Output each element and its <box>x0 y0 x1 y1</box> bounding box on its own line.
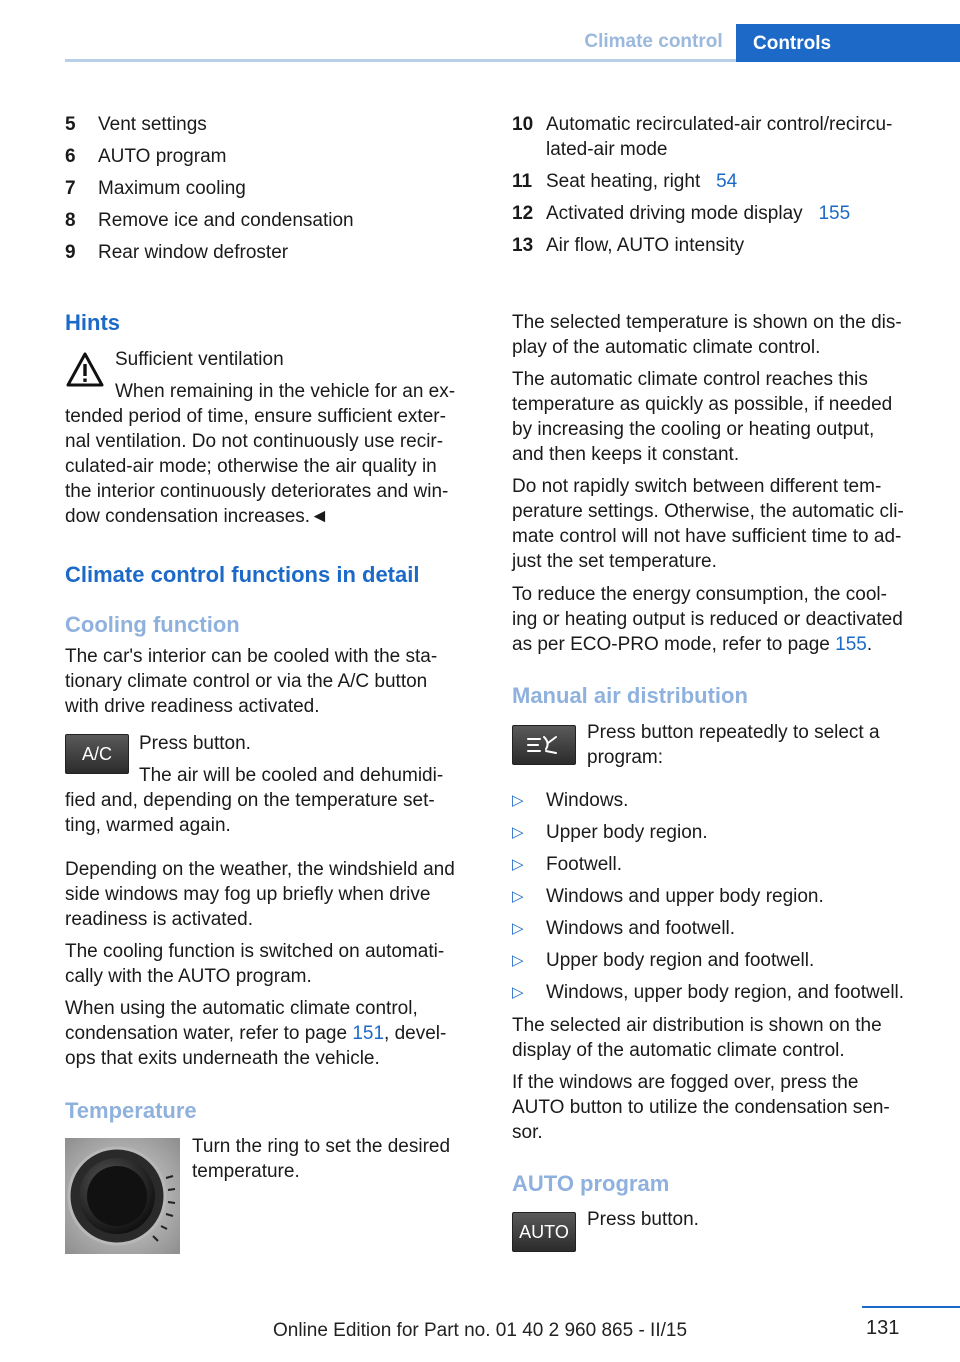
hints-heading: Hints <box>65 310 120 335</box>
legend-item: 7 Maximum cooling <box>65 178 246 199</box>
bullet-icon: ▷ <box>512 952 524 969</box>
temp-paragraph: To reduce the energy consumption, the cool- <box>512 584 887 605</box>
hint-line: tended period of time, ensure sufficient exter- <box>65 406 446 427</box>
footer-edition: Online Edition for Part no. 01 40 2 960 865 - II/15 <box>272 1320 688 1341</box>
temperature-text: temperature. <box>192 1161 300 1182</box>
list-item: ▷ Windows. <box>512 790 629 811</box>
cooling-paragraph: Depending on the weather, the windshield and <box>65 859 455 880</box>
temp-paragraph: The automatic climate control reaches this <box>512 369 868 390</box>
bullet-icon: ▷ <box>512 920 524 937</box>
press-text: Press button. <box>139 733 251 754</box>
temperature-text: Turn the ring to set the desired <box>192 1136 451 1157</box>
cooling-paragraph: When using the automatic climate control, <box>65 998 418 1019</box>
bullet-icon: ▷ <box>512 984 524 1001</box>
legend-item: 13 Air flow, AUTO intensity <box>512 235 745 256</box>
list-item: ▷ Windows and upper body region. <box>512 886 824 907</box>
manual-heading: Manual air distribution <box>512 683 748 708</box>
bullet-icon: ▷ <box>512 792 524 809</box>
warning-icon <box>65 350 105 390</box>
cooling-paragraph: The cooling function is switched on automati- <box>65 941 445 962</box>
temp-paragraph: ing or heating output is reduced or deactivated <box>512 609 903 630</box>
bullet-icon: ▷ <box>512 888 524 905</box>
manual-text: Press button repeatedly to select a <box>587 722 880 743</box>
legend-item: 8 Remove ice and condensation <box>65 210 354 231</box>
hint-line: nal ventilation. Do not continuously use recir- <box>65 431 444 452</box>
manual-paragraph: If the windows are fogged over, press the <box>512 1072 859 1093</box>
temp-paragraph: The selected temperature is shown on the dis- <box>512 312 902 333</box>
legend-item: 12 Activated driving mode display 155 <box>512 203 851 224</box>
hint-line: the interior continuously deteriorates and win- <box>65 481 449 502</box>
header-chapter: Controls <box>736 24 960 62</box>
list-item: ▷ Footwell. <box>512 854 623 875</box>
bullet-icon: ▷ <box>512 856 524 873</box>
legend-item: 10 Automatic recirculated-air control/recircu- lated-air mode <box>512 114 893 160</box>
temp-paragraph: Do not rapidly switch between different tem- <box>512 476 882 497</box>
hint-line: When remaining in the vehicle for an ex- <box>115 381 456 402</box>
temp-paragraph: by increasing the cooling or heating output, <box>512 419 875 440</box>
hint-line: dow condensation increases.◄ <box>65 506 329 527</box>
legend-item: 6 AUTO program <box>65 146 227 167</box>
cooling-result: fied and, depending on the temperature set- <box>65 790 435 811</box>
list-item: ▷ Upper body region and footwell. <box>512 950 815 971</box>
temp-paragraph: as per ECO-PRO mode, refer to page 155. <box>512 634 873 655</box>
legend-item: 11 Seat heating, right 54 <box>512 171 738 192</box>
press-text: Press button. <box>587 1209 699 1230</box>
header-section: Climate control <box>571 24 736 62</box>
warning-title: Sufficient ventilation <box>115 349 284 370</box>
cooling-paragraph: cally with the AUTO program. <box>65 966 312 987</box>
bullet-icon: ▷ <box>512 824 524 841</box>
cooling-intro: with drive readiness activated. <box>65 696 320 717</box>
cooling-intro: The car's interior can be cooled with the sta- <box>65 646 438 667</box>
temperature-heading: Temperature <box>65 1098 197 1123</box>
temp-paragraph: mate control will not have sufficient time to ad- <box>512 526 902 547</box>
page-link[interactable]: 155 <box>818 203 851 224</box>
manual-paragraph: The selected air distribution is shown on the <box>512 1015 882 1036</box>
temp-paragraph: and then keeps it constant. <box>512 444 740 465</box>
cooling-intro: tionary climate control or via the A/C button <box>65 671 428 692</box>
temp-paragraph: play of the automatic climate control. <box>512 337 821 358</box>
manual-paragraph: display of the automatic climate control. <box>512 1040 845 1061</box>
temp-paragraph: just the set temperature. <box>512 551 717 572</box>
list-item: ▷ Windows and footwell. <box>512 918 736 939</box>
temperature-dial-image <box>65 1138 180 1254</box>
legend-item: 9 Rear window defroster <box>65 242 289 263</box>
cooling-paragraph: condensation water, refer to page 151, devel- <box>65 1023 447 1044</box>
cooling-result: ting, warmed again. <box>65 815 231 836</box>
list-item: ▷ Windows, upper body region, and footwell. <box>512 982 905 1003</box>
ac-button-image: A/C <box>65 734 129 774</box>
temp-paragraph: perature settings. Otherwise, the automatic cli- <box>512 501 904 522</box>
auto-button-image: AUTO <box>512 1212 576 1252</box>
page-link[interactable]: 155 <box>835 634 867 655</box>
section-heading: Climate control functions in detail <box>65 562 420 587</box>
page-link[interactable]: 151 <box>352 1023 385 1044</box>
temp-paragraph: temperature as quickly as possible, if needed <box>512 394 893 415</box>
list-item: ▷ Upper body region. <box>512 822 708 843</box>
cooling-heading: Cooling function <box>65 612 240 637</box>
header-rule <box>65 59 573 62</box>
cooling-result: The air will be cooled and dehumidi- <box>139 765 444 786</box>
page-link[interactable]: 54 <box>716 171 738 192</box>
cooling-paragraph: readiness is activated. <box>65 909 253 930</box>
air-distribution-button-image <box>512 725 576 765</box>
page-number-rule <box>862 1306 960 1308</box>
manual-paragraph: AUTO button to utilize the condensation sen- <box>512 1097 890 1118</box>
page-header <box>571 24 960 62</box>
auto-heading: AUTO program <box>512 1171 670 1196</box>
cooling-paragraph: side windows may fog up briefly when drive <box>65 884 431 905</box>
hint-line: culated-air mode; otherwise the air quality in <box>65 456 437 477</box>
manual-paragraph: sor. <box>512 1122 543 1143</box>
air-distribution-icon <box>526 733 562 757</box>
legend-item: 5 Vent settings <box>65 114 207 135</box>
page-number: 131 <box>866 1317 900 1339</box>
manual-text: program: <box>587 747 664 768</box>
cooling-paragraph: ops that exits underneath the vehicle. <box>65 1048 380 1069</box>
